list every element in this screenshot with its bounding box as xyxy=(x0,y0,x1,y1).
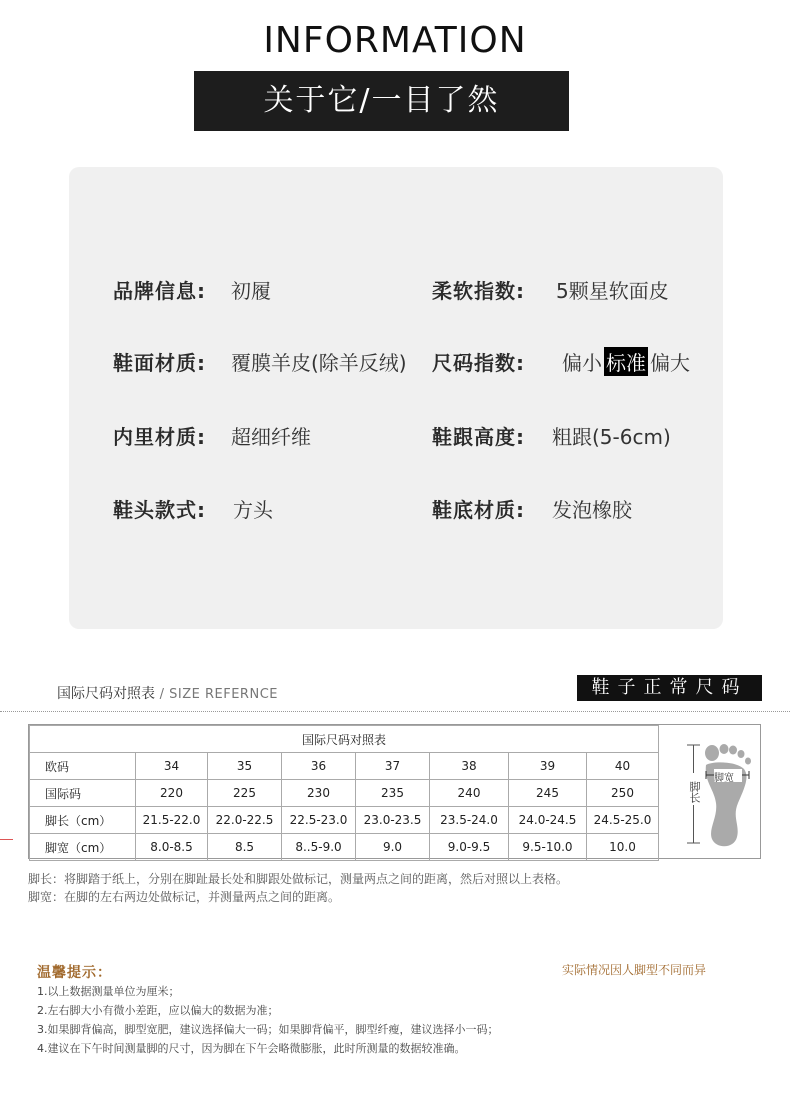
info-row-brand xyxy=(69,275,723,309)
product-info-card xyxy=(69,167,723,629)
page-title: INFORMATION xyxy=(263,20,527,61)
tips-title: 温馨提示： xyxy=(37,965,112,981)
section-banner: 关于它/一目了然 xyxy=(194,71,569,131)
table-cell: 225 xyxy=(208,780,282,807)
table-row xyxy=(30,753,659,780)
table-row xyxy=(30,780,659,807)
table-cell: 235 xyxy=(356,780,430,807)
list-item: 3.如果脚背偏高，脚型宽肥，建议选择偏大一码；如果脚背偏平，脚型纤瘦，建议选择小一码； xyxy=(37,1023,499,1036)
size-reference-separator: / xyxy=(155,687,170,702)
softness-value: 5颗星软面皮 xyxy=(556,279,669,303)
table-cell: 23.5-24.0 xyxy=(430,807,509,834)
lining-value: 超细纤维 xyxy=(231,425,311,449)
table-cell: 39 xyxy=(509,753,587,780)
foot-icon xyxy=(658,725,760,858)
table-cell: 220 xyxy=(136,780,208,807)
red-marker xyxy=(0,839,13,840)
list-item: 4.建议在下午时间测量脚的尺寸，因为脚在下午会略微膨胀，此时所测量的数据较准确。 xyxy=(37,1042,466,1055)
tips-side-note: 实际情况因人脚型不同而异 xyxy=(562,963,707,977)
table-cell: 36 xyxy=(282,753,356,780)
list-item: 2.左右脚大小有微小差距，应以偏大的数据为准； xyxy=(37,1004,279,1017)
size-reference-heading xyxy=(57,683,278,703)
row-label-intl: 国际码 xyxy=(30,780,136,807)
brand-label: 品牌信息: xyxy=(113,279,206,303)
table-cell: 34 xyxy=(136,753,208,780)
table-cell: 230 xyxy=(282,780,356,807)
normal-size-badge: 鞋子正常尺码 xyxy=(577,675,762,701)
toe-style-label: 鞋头款式: xyxy=(113,498,206,522)
foot-diagram xyxy=(658,725,760,858)
row-label-foot-length: 脚长（cm） xyxy=(30,807,136,834)
size-reference-title-cn: 国际尺码对照表 xyxy=(57,686,155,702)
size-index-label: 尺码指数: xyxy=(432,351,525,375)
tips-list xyxy=(37,982,499,1058)
table-cell: 9.0-9.5 xyxy=(430,834,509,861)
size-standard-selected: 标准 xyxy=(604,347,648,376)
info-row-lining xyxy=(69,421,723,455)
foot-width-label: 脚宽 xyxy=(714,773,734,784)
size-table-frame xyxy=(28,724,761,859)
row-label-eu: 欧码 xyxy=(30,753,136,780)
table-cell: 240 xyxy=(430,780,509,807)
upper-material-label: 鞋面材质: xyxy=(113,351,206,375)
info-row-upper xyxy=(69,347,723,381)
size-index-scale xyxy=(560,347,692,376)
size-table xyxy=(29,725,659,861)
table-cell: 8.5 xyxy=(208,834,282,861)
dotted-divider xyxy=(0,711,790,712)
table-cell: 8..5-9.0 xyxy=(282,834,356,861)
foot-length-label: 脚长 xyxy=(688,781,701,803)
sole-material-value: 发泡橡胶 xyxy=(552,498,632,522)
table-cell: 9.0 xyxy=(356,834,430,861)
size-large: 偏大 xyxy=(650,351,690,375)
table-cell: 8.0-8.5 xyxy=(136,834,208,861)
table-cell: 40 xyxy=(587,753,659,780)
table-row xyxy=(30,834,659,861)
upper-material-value: 覆膜羊皮(除羊反绒) xyxy=(231,351,407,375)
lining-label: 内里材质: xyxy=(113,425,206,449)
table-cell: 38 xyxy=(430,753,509,780)
note-foot-width: 脚宽：在脚的左右两边处做标记，并测量两点之间的距离。 xyxy=(28,890,341,904)
table-cell: 10.0 xyxy=(587,834,659,861)
softness-label: 柔软指数: xyxy=(432,279,525,303)
brand-value: 初履 xyxy=(231,279,271,303)
table-cell: 23.0-23.5 xyxy=(356,807,430,834)
table-caption-row xyxy=(30,726,659,753)
heel-height-label: 鞋跟高度: xyxy=(432,425,525,449)
table-cell: 24.0-24.5 xyxy=(509,807,587,834)
table-cell: 35 xyxy=(208,753,282,780)
table-cell: 21.5-22.0 xyxy=(136,807,208,834)
table-cell: 250 xyxy=(587,780,659,807)
note-foot-length: 脚长：将脚踏于纸上，分别在脚趾最长处和脚跟处做标记，测量两点之间的距离，然后对照以上表格。 xyxy=(28,872,569,886)
table-cell: 24.5-25.0 xyxy=(587,807,659,834)
table-row xyxy=(30,807,659,834)
table-cell: 9.5-10.0 xyxy=(509,834,587,861)
sole-material-label: 鞋底材质: xyxy=(432,498,525,522)
toe-style-value: 方头 xyxy=(233,498,273,522)
size-small: 偏小 xyxy=(562,351,602,375)
measurement-notes xyxy=(28,870,568,906)
table-caption: 国际尺码对照表 xyxy=(30,726,659,753)
list-item: 1.以上数据测量单位为厘米； xyxy=(37,985,180,998)
size-reference-title-en: SIZE REFERNCE xyxy=(169,687,278,702)
table-cell: 37 xyxy=(356,753,430,780)
info-row-toe xyxy=(69,494,723,528)
heel-height-value: 粗跟(5-6cm) xyxy=(552,425,671,449)
table-cell: 245 xyxy=(509,780,587,807)
row-label-foot-width: 脚宽（cm） xyxy=(30,834,136,861)
table-cell: 22.5-23.0 xyxy=(282,807,356,834)
table-cell: 22.0-22.5 xyxy=(208,807,282,834)
